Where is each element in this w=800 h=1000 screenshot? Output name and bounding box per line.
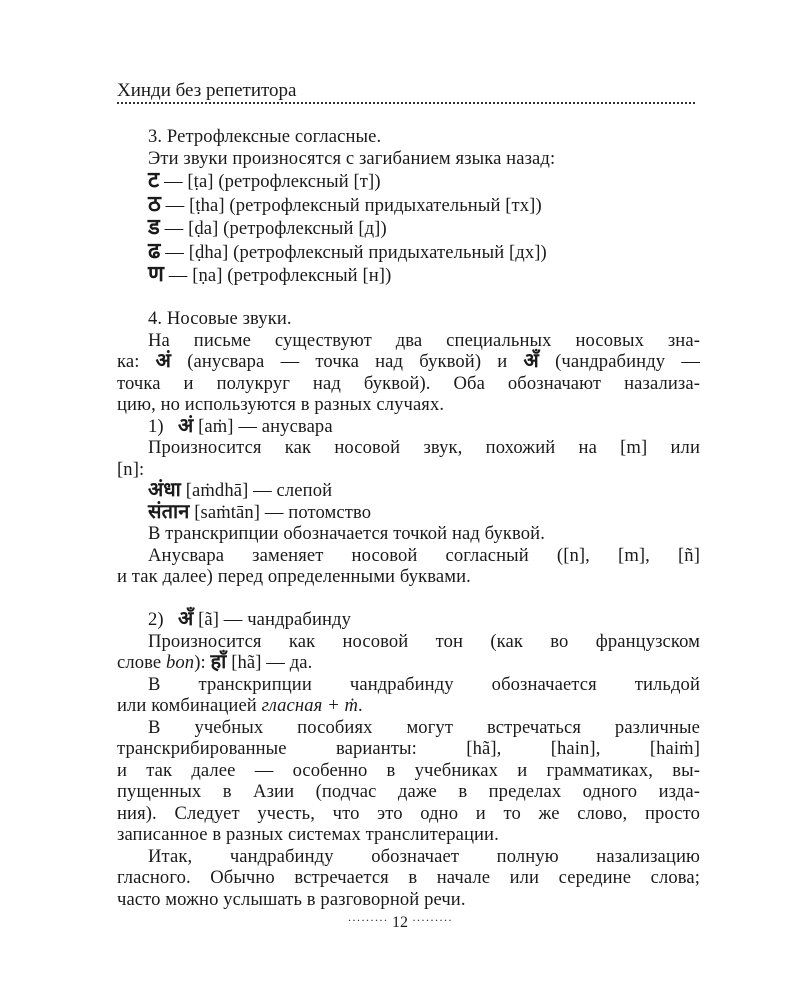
devanagari-letter: ड bbox=[148, 214, 160, 239]
running-header: Хинди без репетитора bbox=[117, 80, 297, 101]
chandrabindu-glyph: अँ bbox=[523, 350, 539, 372]
devanagari-letter: ण bbox=[148, 261, 165, 286]
text-line: ния). Следует учесть, что это одно и то же слово, просто bbox=[117, 802, 700, 824]
letter-line bbox=[117, 263, 700, 287]
text-line: цию, но используются в разных случаях. bbox=[117, 394, 445, 415]
devanagari-word: संतान bbox=[148, 500, 190, 523]
chandrabindu-item-heading bbox=[117, 609, 700, 631]
text-fragment: [hã] — да. bbox=[231, 652, 313, 673]
letter-description: — [ṇa] (ретрофлексный [н]) bbox=[168, 265, 392, 286]
text-fragment: (анусвара — точка над буквой) и bbox=[187, 351, 508, 372]
text-line: записанное в разных системах транслитерации. bbox=[117, 824, 499, 845]
header-dotted-rule bbox=[117, 102, 695, 104]
text-line: На письме существуют два специальных носовых зна- bbox=[148, 329, 700, 351]
item-number: 2) bbox=[148, 609, 164, 630]
text-fragment: ): bbox=[194, 652, 206, 673]
letter-description: — [ṭa] (ретрофлексный [т]) bbox=[163, 171, 381, 192]
nasal-intro-paragraph bbox=[117, 330, 700, 416]
italic-word: bon bbox=[166, 652, 195, 673]
text-line bbox=[117, 351, 700, 373]
text-line: часто можно услышать в разговорной речи. bbox=[117, 888, 466, 910]
text-line: Произносится как носовой звук, похожий на [m] или bbox=[148, 437, 700, 458]
text-line: и так далее) перед определенными буквами. bbox=[117, 566, 471, 587]
retroflex-list bbox=[117, 169, 700, 287]
text-line: [n]: bbox=[117, 458, 145, 480]
text-line: В транскрипции чандрабинду обозначается тильдой bbox=[148, 673, 700, 695]
chandrabindu-glyph: अँ bbox=[177, 608, 194, 630]
text-line: В учебных пособиях могут встречаться различные bbox=[148, 716, 700, 738]
devanagari-letter: ढ bbox=[148, 237, 161, 263]
text-line bbox=[117, 695, 700, 717]
anusvara-item-heading bbox=[117, 416, 700, 438]
anusvara-glyph: अं bbox=[177, 414, 194, 437]
example-line bbox=[117, 480, 700, 502]
example-gloss: [saṁtān] — потомство bbox=[194, 501, 372, 523]
example-line bbox=[117, 502, 700, 524]
letter-description: — [ḍha] (ретрофлексный придыхательный [дх]) bbox=[165, 241, 547, 263]
text-line: точка и полукруг над буквой). Оба обозначают назализа- bbox=[117, 372, 700, 394]
page-number: 12 bbox=[392, 914, 408, 931]
item-number: 1) bbox=[148, 415, 164, 437]
devanagari-letter: ट bbox=[148, 167, 160, 192]
example-gloss: [aṁdhā] — слепой bbox=[185, 480, 333, 501]
text-line: транскрибированные варианты: [hã], [hain], [haiṁ] bbox=[117, 738, 700, 759]
text-line: В транскрипции обозначается точкой над буквой. bbox=[148, 523, 545, 544]
italic-formula: гласная + ṁ bbox=[261, 695, 359, 716]
page-footer bbox=[0, 913, 800, 932]
letter-line bbox=[117, 169, 700, 193]
text-fragment: . bbox=[358, 695, 363, 716]
text-line: и так далее — особенно в учебниках и грамматиках, вы- bbox=[117, 759, 700, 781]
footer-dots-left: ········· bbox=[347, 913, 388, 927]
letter-line bbox=[117, 237, 700, 264]
section-3-heading: 3. Ретрофлексные согласные. bbox=[148, 126, 382, 147]
letter-description: — [ṭha] (ретрофлексный придыхательный [тх]) bbox=[165, 194, 542, 216]
text-fragment: слове bbox=[117, 652, 162, 673]
text-fragment: или комбинацией bbox=[117, 695, 257, 716]
item-title: [aṁ] — анусвара bbox=[198, 415, 333, 437]
page-body bbox=[117, 126, 700, 910]
anusvara-glyph: अं bbox=[155, 350, 172, 372]
transcription-variants-paragraph bbox=[117, 717, 700, 846]
devanagari-letter: ठ bbox=[148, 190, 161, 216]
section-3-intro: Эти звуки произносятся с загибанием языка назад: bbox=[148, 147, 556, 169]
devanagari-word: हाँ bbox=[210, 651, 227, 673]
item-title: [ã] — чандрабинду bbox=[198, 609, 352, 630]
letter-line bbox=[117, 216, 700, 240]
text-fragment: (чандрабинду — bbox=[555, 351, 701, 372]
devanagari-word: अंधा bbox=[148, 479, 181, 501]
letter-description: — [ḍa] (ретрофлексный [д]) bbox=[164, 218, 387, 239]
text-line: Анусвара заменяет носовой согласный ([n], [m], [ñ] bbox=[148, 544, 700, 566]
text-line bbox=[117, 652, 700, 674]
section-4-heading: 4. Носовые звуки. bbox=[148, 308, 292, 329]
text-line: пущенных в Азии (подчас даже в пределах одного изда- bbox=[117, 781, 700, 802]
footer-dots-right: ········· bbox=[412, 913, 453, 927]
letter-line bbox=[117, 190, 700, 217]
text-line: Произносится как носовой тон (как во французском bbox=[148, 630, 700, 652]
text-fragment: ка: bbox=[117, 351, 140, 372]
summary-paragraph bbox=[117, 846, 700, 911]
text-line: Итак, чандрабинду обозначает полную назализацию bbox=[148, 845, 700, 867]
text-line: гласного. Обычно встречается в начале или середине слова; bbox=[117, 867, 700, 888]
